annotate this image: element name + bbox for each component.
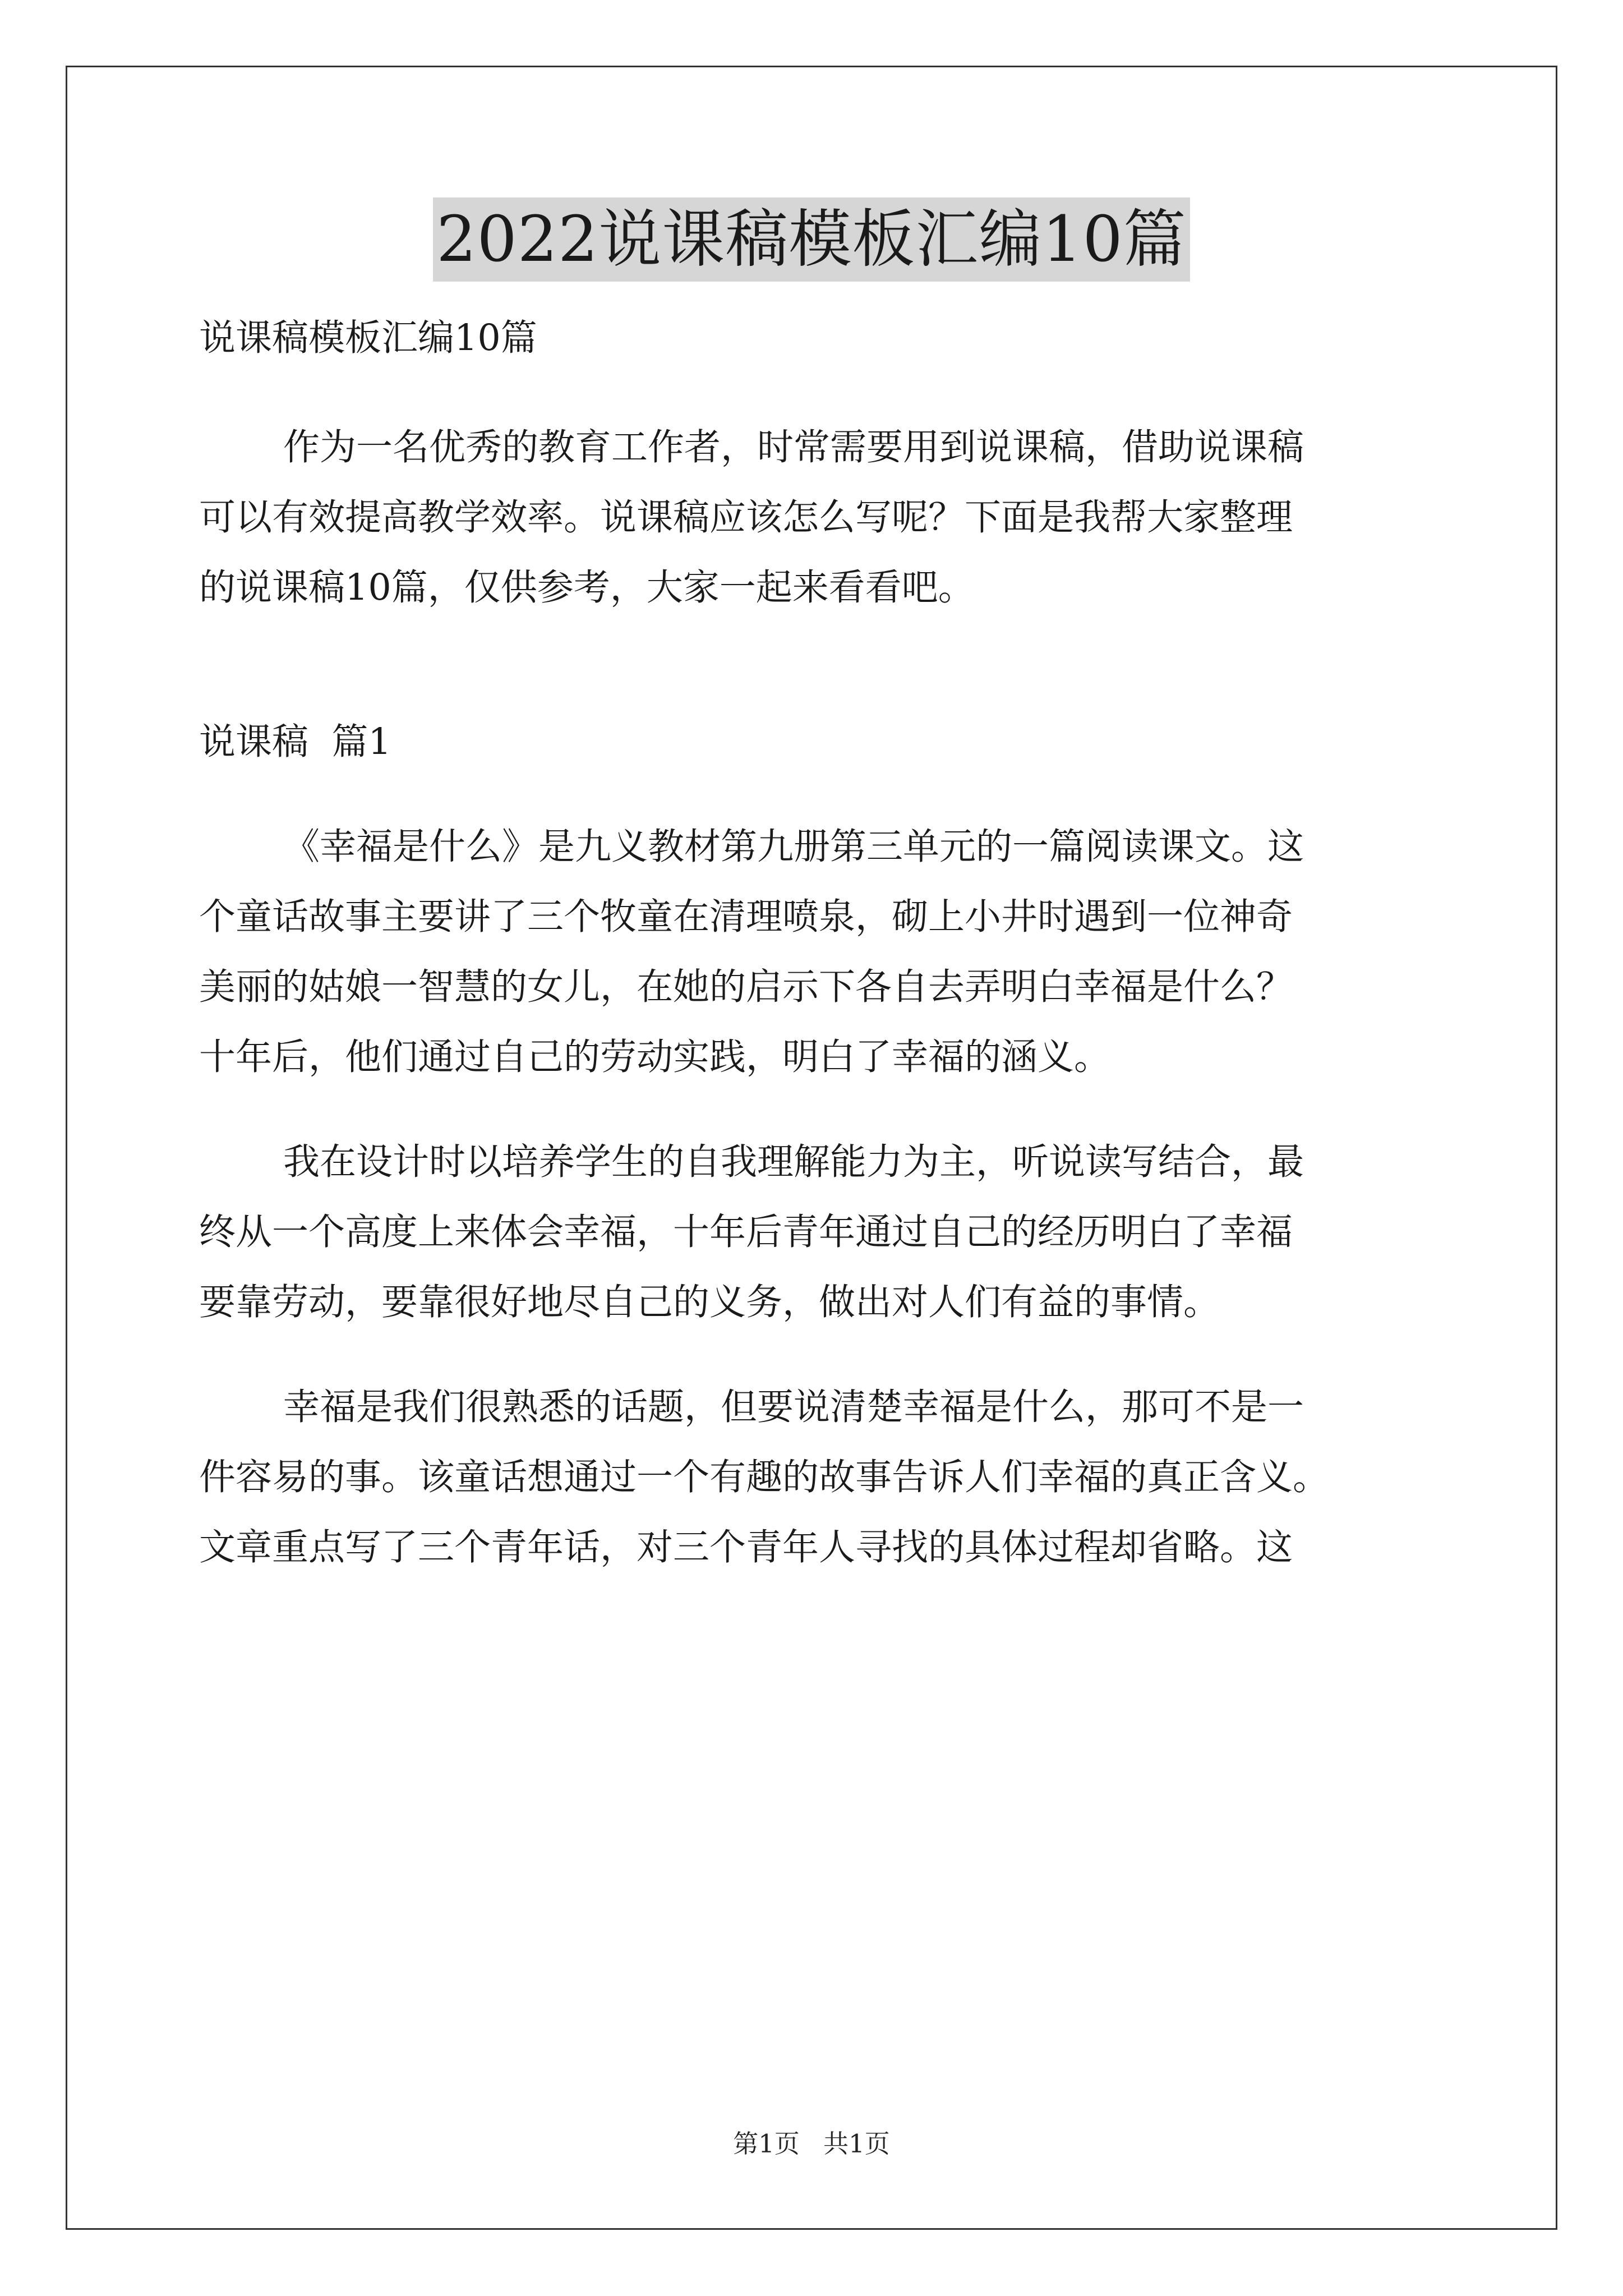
page-number-total: 共1页 [823,2129,890,2159]
paragraph-line: 终从一个高度上来体会幸福，十年后青年通过自己的经历明白了幸福 [199,1211,1293,1253]
paragraph-line: 的说课稿10篇，仅供参考，大家一起来看看吧。 [199,567,975,609]
document-body [199,303,1438,1582]
body-paragraph-3 [199,1372,1438,1582]
paragraph-line: 作为一名优秀的教育工作者，时常需要用到说课稿，借助说课稿 [283,426,1304,468]
paragraph-line: 个童话故事主要讲了三个牧童在清理喷泉，砌上小井时遇到一位神奇 [199,896,1293,938]
document-subtitle: 说课稿模板汇编10篇 [199,317,537,359]
paragraph-line: 幸福是我们很熟悉的话题，但要说清楚幸福是什么，那可不是一 [283,1386,1304,1428]
paragraph-line: 可以有效提高教学效率。说课稿应该怎么写呢？下面是我帮大家整理 [199,496,1293,539]
title-container [0,197,1623,282]
paragraph-line: 我在设计时以培养学生的自我理解能力为主，听说读写结合，最 [283,1141,1304,1183]
body-paragraph-1 [199,812,1438,1092]
document-title: 2022说课稿模板汇编10篇 [433,197,1190,282]
paragraph-line: 美丽的姑娘一智慧的女儿，在她的启示下各自去弄明白幸福是什么？ [199,966,1293,1008]
paragraph-line: 《幸福是什么》是九义教材第九册第三单元的一篇阅读课文。这 [283,826,1304,868]
page-number-current: 第1页 [733,2129,800,2159]
paragraph-line: 件容易的事。该童话想通过一个有趣的故事告诉人们幸福的真正含义。 [199,1456,1330,1498]
section-heading: 说课稿 篇1 [199,721,391,763]
body-paragraph-2 [199,1127,1438,1337]
intro-paragraph [199,412,1438,623]
paragraph-line: 十年后，他们通过自己的劳动实践，明白了幸福的涵义。 [199,1036,1111,1078]
paragraph-line: 要靠劳动，要靠很好地尽自己的义务，做出对人们有益的事情。 [199,1281,1220,1323]
paragraph-line: 文章重点写了三个青年话，对三个青年人寻找的具体过程却省略。这 [199,1526,1293,1568]
page-footer [0,2127,1623,2161]
